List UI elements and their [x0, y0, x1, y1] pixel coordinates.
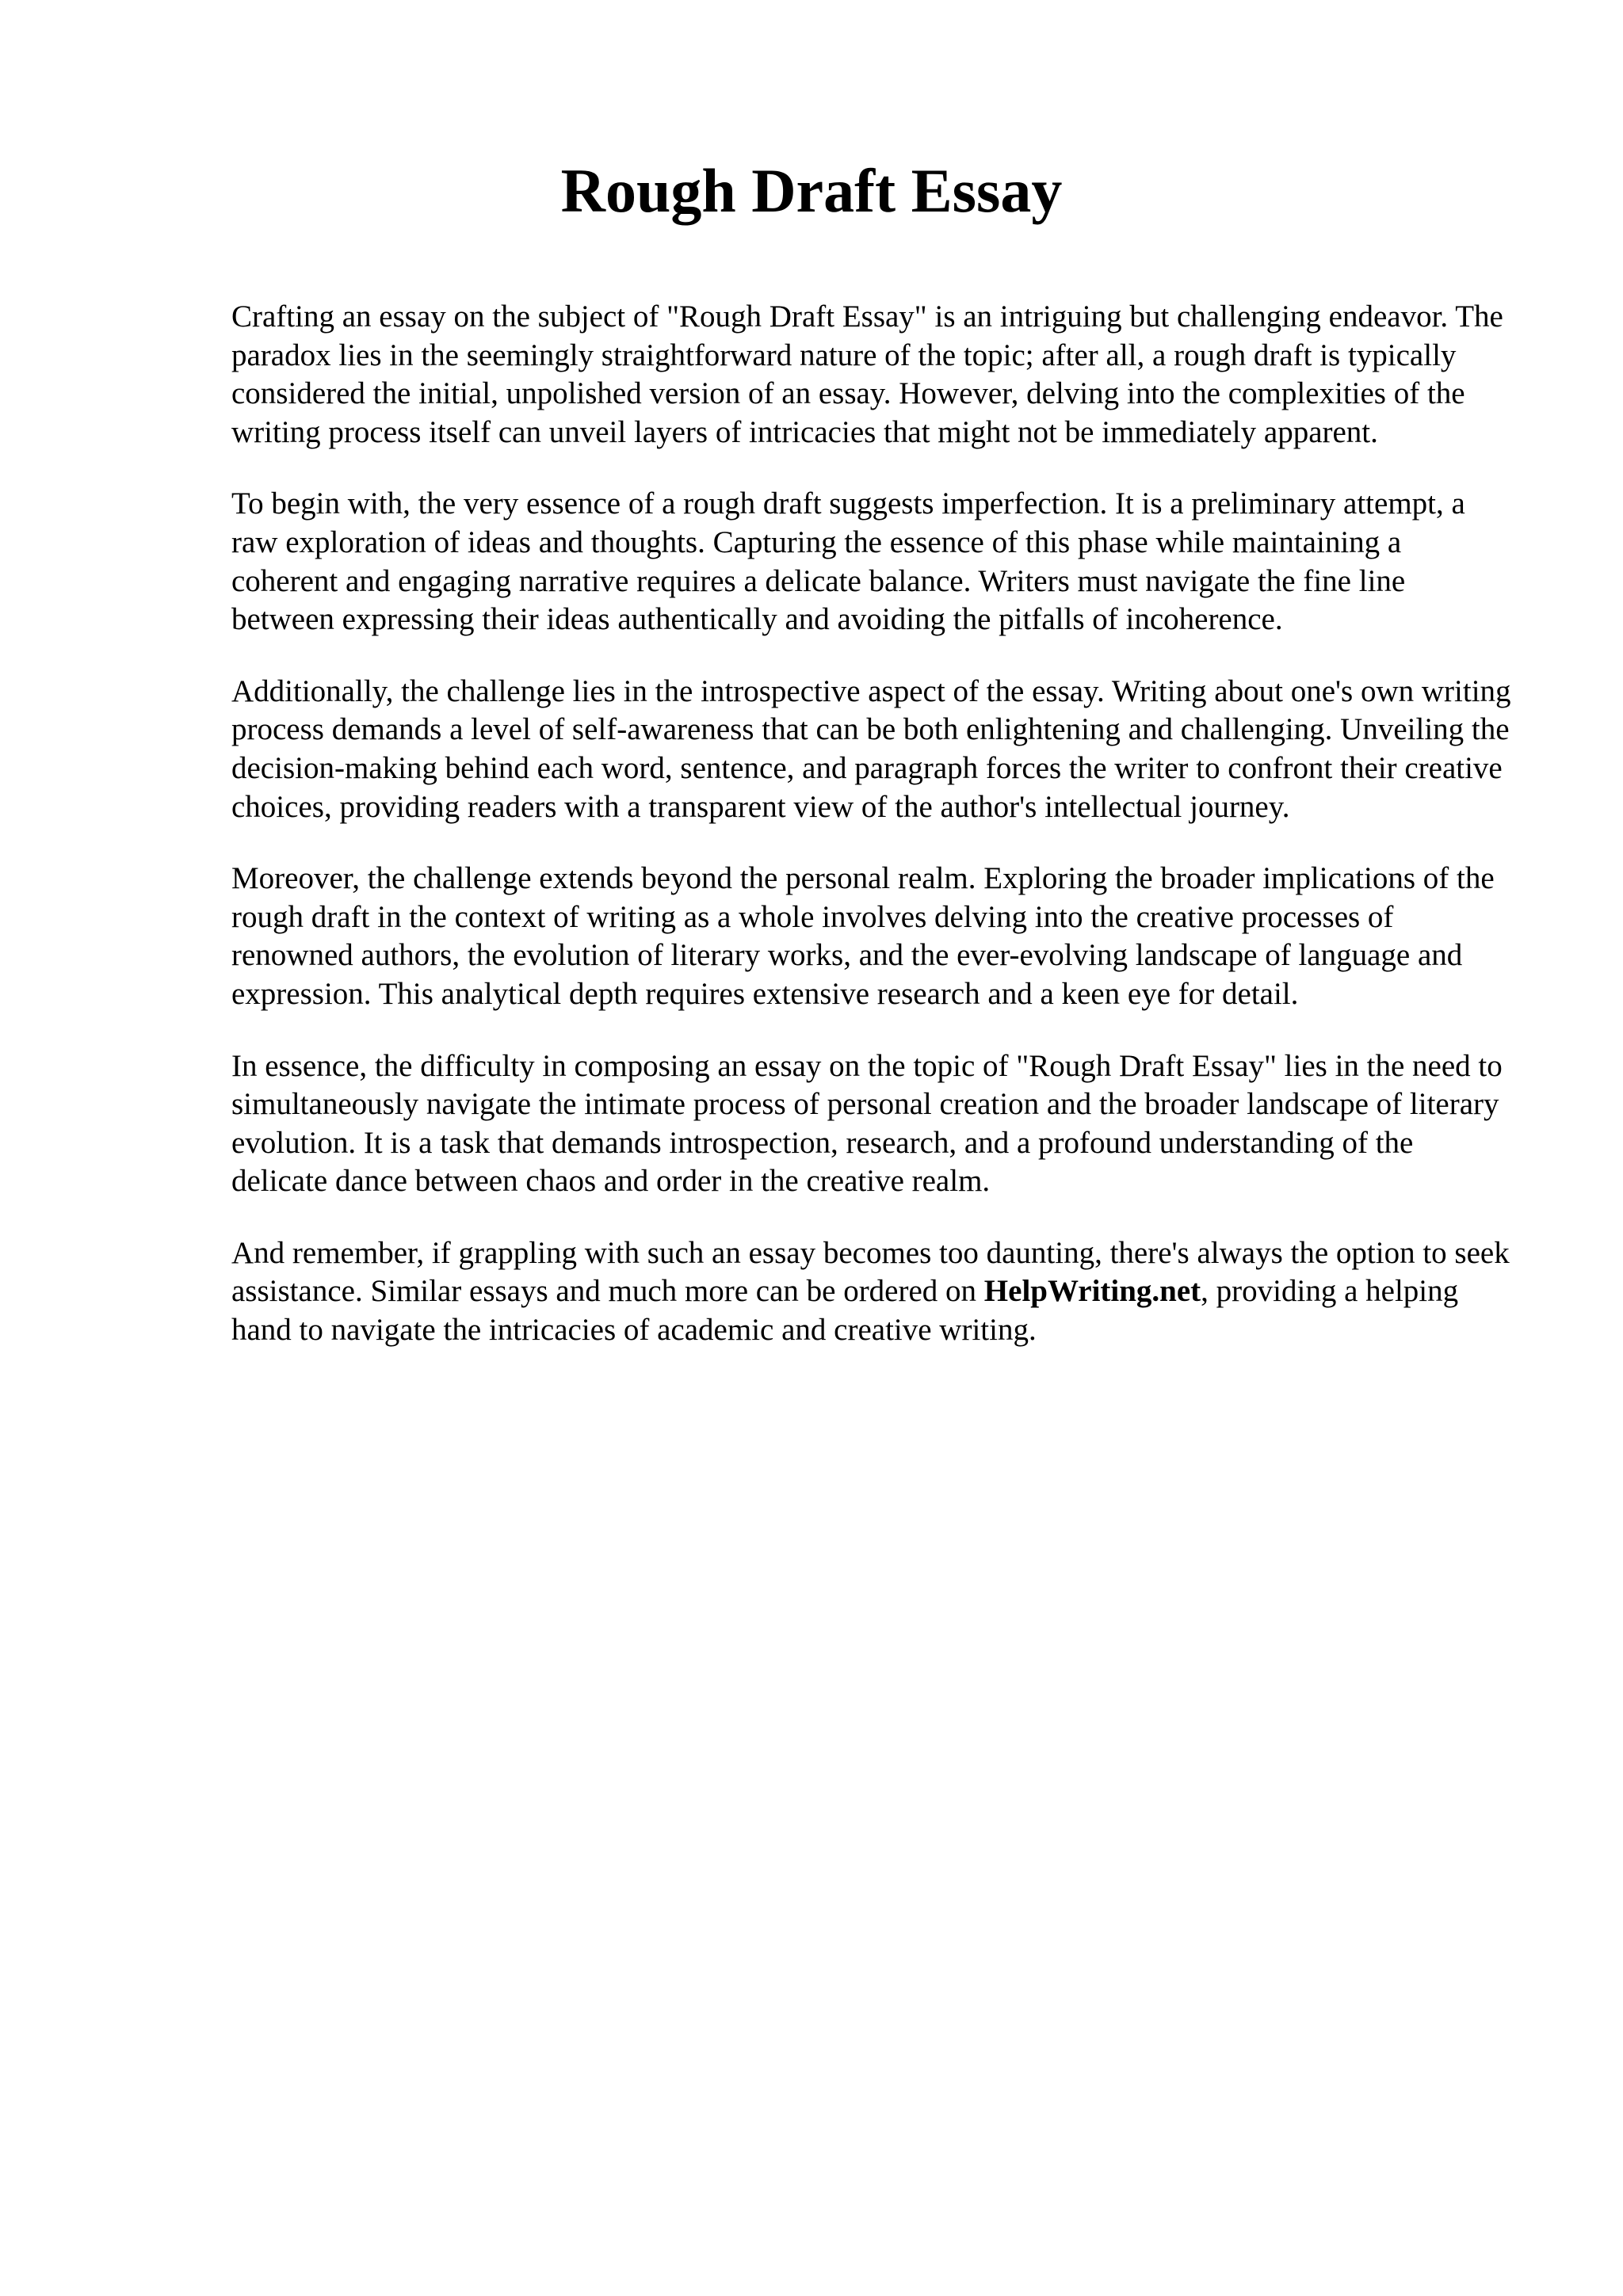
closing-text-before: And remember, if grappling with such an essay becomes too daunting, there's always the option to seek assistance. Similar essays and much more can be ordered on — [231, 1235, 1510, 1309]
paragraph-2: To begin with, the very essence of a rough draft suggests imperfection. It is a preliminary attempt, a raw exploration of ideas and thoughts. Capturing the essence of this phase while maintaining a coherent and engaging narrative requires a delicate balance. Writers must navigate the fine line between expressing their ideas authentically and avoiding the pitfalls of incoherence. — [231, 486, 1465, 637]
paragraph-3: Additionally, the challenge lies in the introspective aspect of the essay. Writing about one's own writing process demands a level of self-awareness that can be both enlightening and challenging. Unveiling the decision-making behind each word, sentence, and paragraph forces the writer to confront their creative choices, providing readers with a transparent view of the author's intellectual journey. — [231, 673, 1511, 824]
paragraph-4: Moreover, the challenge extends beyond the personal realm. Exploring the broader implications of the rough draft in the context of writing as a whole involves delving into the creative processes of renowned authors, the evolution of literary works, and the ever-evolving landscape of language and expression. This analytical depth requires extensive research and a keen eye for detail. — [231, 861, 1495, 1011]
closing-text-after: , providing a helping hand to navigate the intricacies of academic and creative writing. — [231, 1274, 1459, 1348]
document-body — [231, 298, 1515, 1383]
paragraph-5: In essence, the difficulty in composing an essay on the topic of "Rough Draft Essay" lies in the need to simultaneously navigate the intimate process of personal creation and the broader landscape of literary evolution. It is a task that demands introspection, research, and a profound understanding of the delicate dance between chaos and order in the creative realm. — [231, 1048, 1503, 1199]
closing-paragraph — [231, 1234, 1515, 1350]
brand-name: HelpWriting.net — [983, 1274, 1201, 1309]
paragraph-1: Crafting an essay on the subject of "Rough Draft Essay" is an intriguing but challenging endeavor. The paradox lies in the seemingly straightforward nature of the topic; after all, a rough draft is typically considered the initial, unpolished version of an essay. However, delving into the complexities of the writing process itself can unveil layers of intricacies that might not be immediately apparent. — [231, 299, 1503, 449]
document-title: Rough Draft Essay — [560, 156, 1063, 225]
